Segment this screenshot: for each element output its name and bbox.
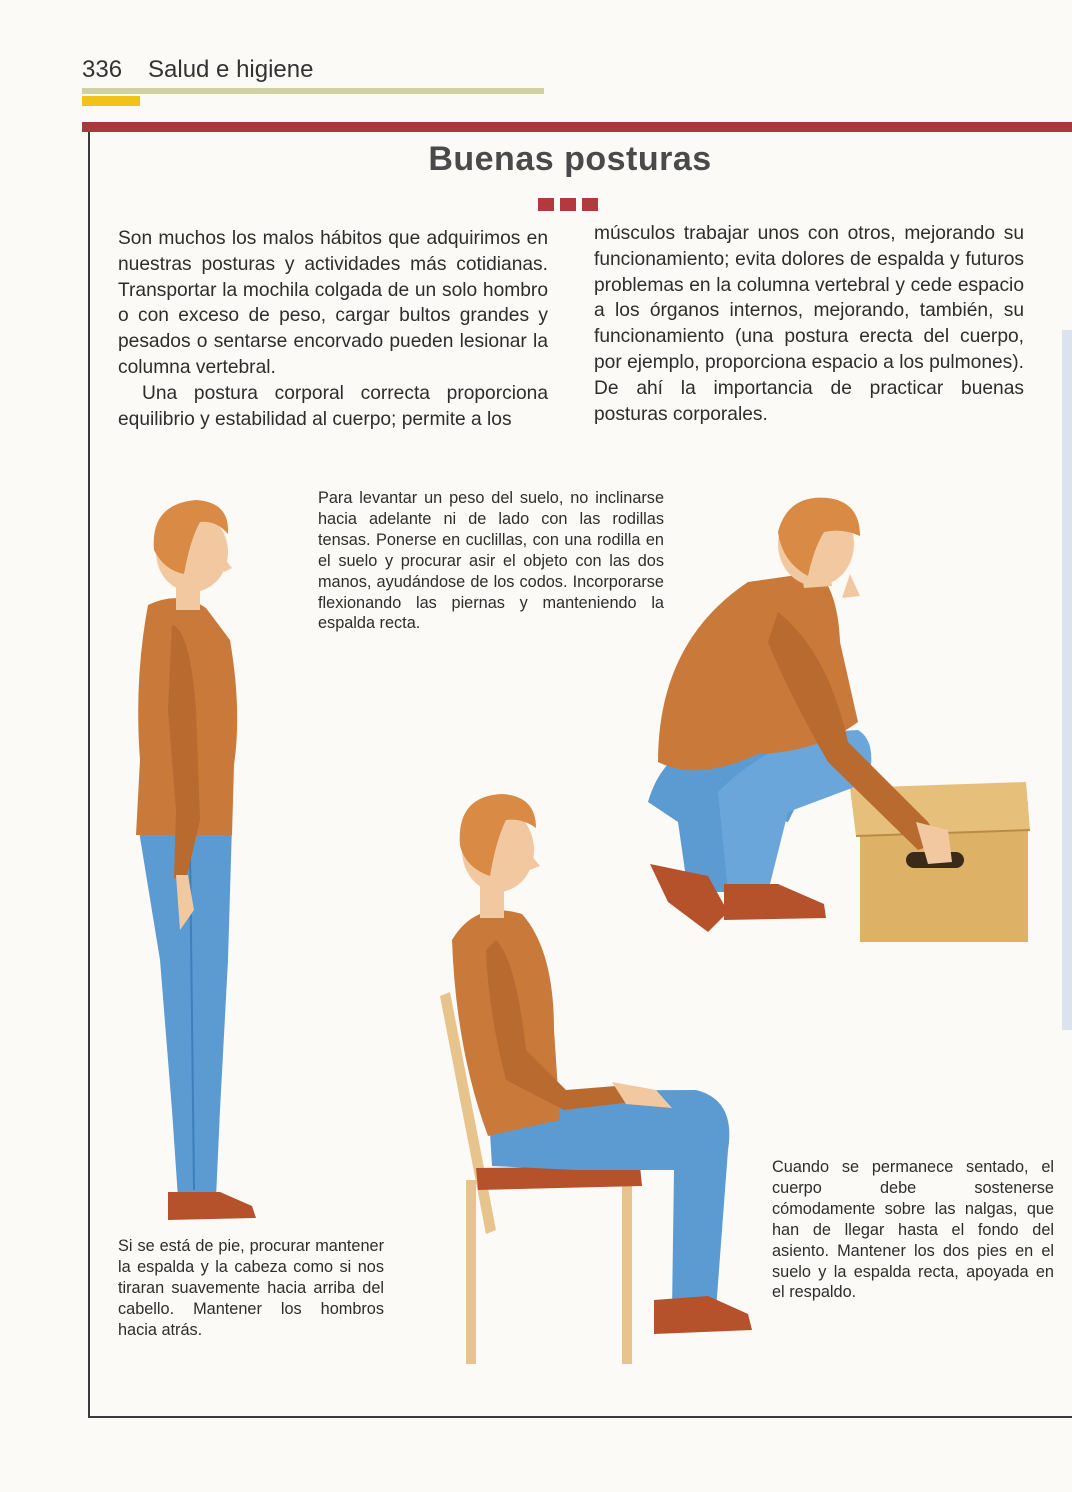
frame-left-border bbox=[88, 132, 90, 1418]
body-column-right bbox=[594, 221, 1024, 427]
body-column-left bbox=[118, 226, 548, 432]
article-top-bar bbox=[82, 122, 1072, 132]
header-rule bbox=[82, 88, 544, 94]
ornament-square bbox=[560, 198, 576, 211]
page-edge-strip bbox=[1062, 330, 1072, 1030]
header-accent-bar bbox=[82, 96, 140, 106]
body-paragraph: Una postura corporal correcta proporciona equilibrio y estabilidad al cuerpo; permite a los bbox=[118, 382, 548, 430]
article-title: Buenas posturas bbox=[428, 140, 712, 178]
caption-sitting: Cuando se permanece sentado, el cuerpo debe sostenerse cómodamente sobre las nalgas, que han de llegar hasta el fondo del asiento. Mantener los dos pies en el suelo y la espalda recta, apoyada en el respaldo. bbox=[772, 1158, 1054, 1302]
caption-standing: Si se está de pie, procurar mantener la espalda y la cabeza como si nos tiraran suavemente hacia arriba del cabello. Mantener los hombros hacia atrás. bbox=[118, 1237, 384, 1339]
section-name: Salud e higiene bbox=[148, 56, 314, 83]
caption-lifting: Para levantar un peso del suelo, no inclinarse hacia adelante ni de lado con las rodillas tensas. Ponerse en cuclillas, con una rodilla en el suelo y procurar asir el objeto con las dos manos, ayudándose de los codos. Incorporarse flexionando las piernas y manteniendo la espalda recta. bbox=[318, 489, 664, 633]
sitting-posture-illustration bbox=[436, 790, 766, 1366]
title-ornament bbox=[538, 198, 598, 211]
body-paragraph: Son muchos los malos hábitos que adquirimos en nuestras posturas y actividades más cotidianas. Transportar la mochila colgada de un solo hombro o con exceso de peso, cargar bultos grandes y pesados o sentarse encorvado pueden lesionar la columna vertebral. bbox=[118, 228, 548, 378]
standing-posture-illustration bbox=[120, 490, 270, 1230]
ornament-square bbox=[582, 198, 598, 211]
body-paragraph: músculos trabajar unos con otros, mejorando su funcionamiento; evita dolores de espalda y futuros problemas en la columna vertebral y cede espacio a los órganos internos, mejorando, también, su funcionamiento (una postura erecta del cuerpo, por ejemplo, proporciona espacio a los pulmones). De ahí la importancia de practicar buenas posturas corporales. bbox=[594, 223, 1024, 425]
page-number: 336 bbox=[82, 56, 123, 83]
frame-bottom-border bbox=[88, 1416, 1072, 1418]
ornament-square bbox=[538, 198, 554, 211]
